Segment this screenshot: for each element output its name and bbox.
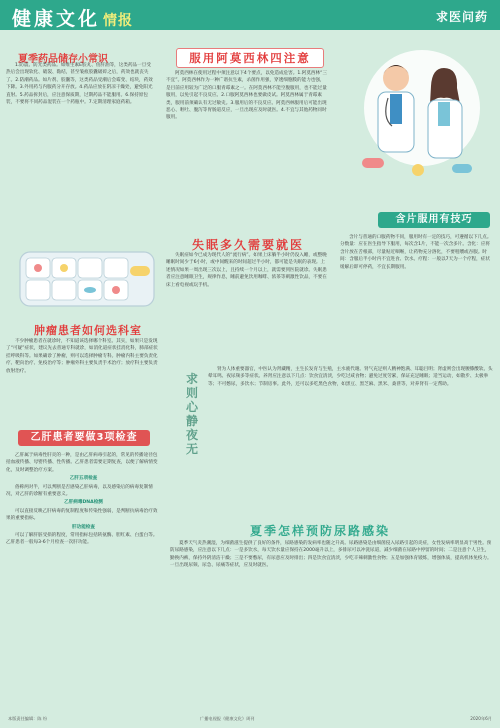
urinary-article [170,540,494,700]
footer-editor: 本版责任编辑：陈 纷 [8,716,48,721]
hepatitis-title: 乙肝患者要做3项检查 [18,430,150,446]
amoxicillin-text: 阿莫西林在使用过程中须注意以下4个要点，以免造成危害。1.阿莫西林“三不宜”。阿莫西林作为一种广谱抗生素，杀菌作用强，穿透细胞膜的能力也强，是目前应用较为广泛的口服青霉素之一。在阿莫西林不能空腹服用，也不能过量服用，以免引起不良反应。2.口服阿莫西林也要做皮试。阿莫西林属于青霉素类，服用前须确认有无过敏史。3.服用后的不良反应。阿莫西林服用后可能出现恶心、呕吐、腹泻等胃肠道反应，一旦出现应及时就医。4.不宜与其他药物同时服用。 [166,71,328,121]
amoxicillin-title: 服用阿莫西林四注意 [176,48,324,68]
hepatitis-intro: 乙肝属于病毒性肝炎的一种，是由乙肝病毒引起的，常见的传播途径包括血液传播、母婴传播、性传播。乙肝患者需要定期复查，以便了解病情变化，及时调整治疗方案。 [6,453,158,473]
pillbox-illustration [16,240,158,316]
section-title: 求医问药 [435,10,488,24]
page-footer [0,710,500,728]
footer-publication: 广播电视报《健康文化》周刊 [200,716,255,721]
hepatitis-article [6,452,161,700]
urinary-title: 夏季怎样预防尿路感染 [250,524,391,538]
hepatitis-text-4: 可以了解肝脏受损的程度，常用指标包括转氨酶、胆红素、白蛋白等。乙肝患者一般每3-6个月检查一次肝功能。 [6,533,158,546]
insomnia-article [166,252,328,352]
footer-date: 2020年6月 [470,716,492,721]
summer-storage-text: 1.防震、防光类药品。如维生素E胶丸、鱼肝油等，这类药品一旦受热后会出现软化、破裂、黏结，甚至皱痕胶囊破碎之后，药效也就丧失了。2.防潮药品。如片剂、胶囊等，这类药品受潮后会霉变、结块，药效下降。3.外用药与内服药分开存放。4.药品应放在阴凉干燥处，避免阳光直射。5.药品拆封后，应注意保质期，过期药品不能服用。6.保持原包装，不要将不同药品混装在一个药瓶中。7.定期清理家庭药箱。 [6,63,153,106]
summer-storage-title: 夏季药品储存小常识 [18,54,108,65]
kidney-text: 肾为人体重要器官，中医认为肾藏精，主生长发育与生殖，主水液代谢。肾气充足则人精神饱满、耳聪目明；肾虚则会出现腰膝酸软、头晕耳鸣、夜尿频多等症状。养肾应注意以下几点：饮食宜清淡，少吃过咸食物；避免过度劳累，保证充足睡眠；适当运动，如散步、太极拳等；不可憋尿，多饮水；节制房事。此外，还可以多吃黑色食物，如黑豆、黑芝麻、黑米、桑葚等，对养肾有一定帮助。 [208,367,493,387]
doctors-illustration [334,38,494,198]
summer-storage-article [6,62,155,234]
insomnia-text: 失眠症如今已成为现代人的“流行病”。如果上床躺半小时仍没入睡，或整晚睡眠时间少于6小时，或中间醒来的时间超过半小时，都可能是失眠的表现。上述情况如果一周出现三次以上，且持续一个月以上，就需要到医院就诊。失眠患者应注意睡眠卫生，规律作息，睡前避免饮用咖啡、浓茶等刺激性饮品，不要在床上看电视或玩手机。 [166,253,327,288]
hepatitis-subhead-3: 肝功能检查 [72,524,95,530]
hepatitis-text-3: 可以直接反映乙肝病毒的复制程度和传染性强弱，是判断抗病毒治疗效果的重要指标。 [6,508,158,522]
kidney-article [208,366,494,512]
hepatitis-subhead-1: 乙肝五项检查 [69,476,98,482]
tumor-text: 不少肿瘤患者在就诊时，不知道该选择哪个科室。其实，如果只是发现了“可疑”症状，建议先去普通专科就诊，如消化道症状挂消化科，肺部症状挂呼吸科等。如果确诊了肿瘤，则可以选择肿瘤专科。肿瘤内科主要负责化疗、靶向治疗、免疫治疗等；肿瘤外科主要负责手术治疗；放疗科主要负责放射治疗。 [6,339,158,374]
hepatitis-subhead-2: 乙肝病毒DNA检测 [64,500,103,506]
hepatitis-text-2: 俗称两对半，可以判断是否感染乙肝病毒，以及感染后的病毒复制情况，对乙肝的诊断有重要意义。 [6,484,153,498]
brand-tag: 情报 [103,13,134,29]
lozenge-text: 含片与普通的口服药物不同，服用时有一定的技巧，可遵循以下几点。分数量：应在医生指导下服用，每次含1片，不能一次含多片。含化：应将含片放在舌根部，尽量贴近咽喉，让药物充分溶化，不要咀嚼或吞服。时间：含服后半小时内不宜进食、饮水。疗程：一般以7天为一个疗程，症状缓解后即可停药，不宜长期服用。 [340,235,492,270]
lozenge-title: 含片服用有技巧 [378,212,490,228]
tumor-article [6,338,161,420]
amoxicillin-article [166,70,328,225]
page-header [0,0,500,30]
brand-title: 健康文化 情报 [12,8,134,30]
insomnia-title: 失眠多久需要就医 [192,238,305,252]
lozenge-article [340,234,492,364]
urinary-text: 夏季天气炎热潮湿，为细菌滋生提供了良好的条件，尿路感染的发病率也随之升高。尿路感染是由细菌侵入尿路引起的炎症，女性发病率明显高于男性。预防尿路感染，应注意以下几点：一是多饮水，每天饮水量应保持在2000毫升以上，多排尿可以冲洗尿道，减少细菌在尿路中停留的时间；二是注意个人卫生，勤换内裤，保持外阴清洁干燥；三是不要憋尿，有尿意应及时排出；四是饮食宜清淡，少吃辛辣刺激性食物；五是加强体育锻炼，增强体质，提高机体免疫力。一旦出现尿频、尿急、尿痛等症状，应及时就医。 [170,541,492,569]
calligraphy-text: 求则心静夜无 [185,372,198,456]
tumor-title: 肿瘤患者如何选科室 [34,324,142,337]
